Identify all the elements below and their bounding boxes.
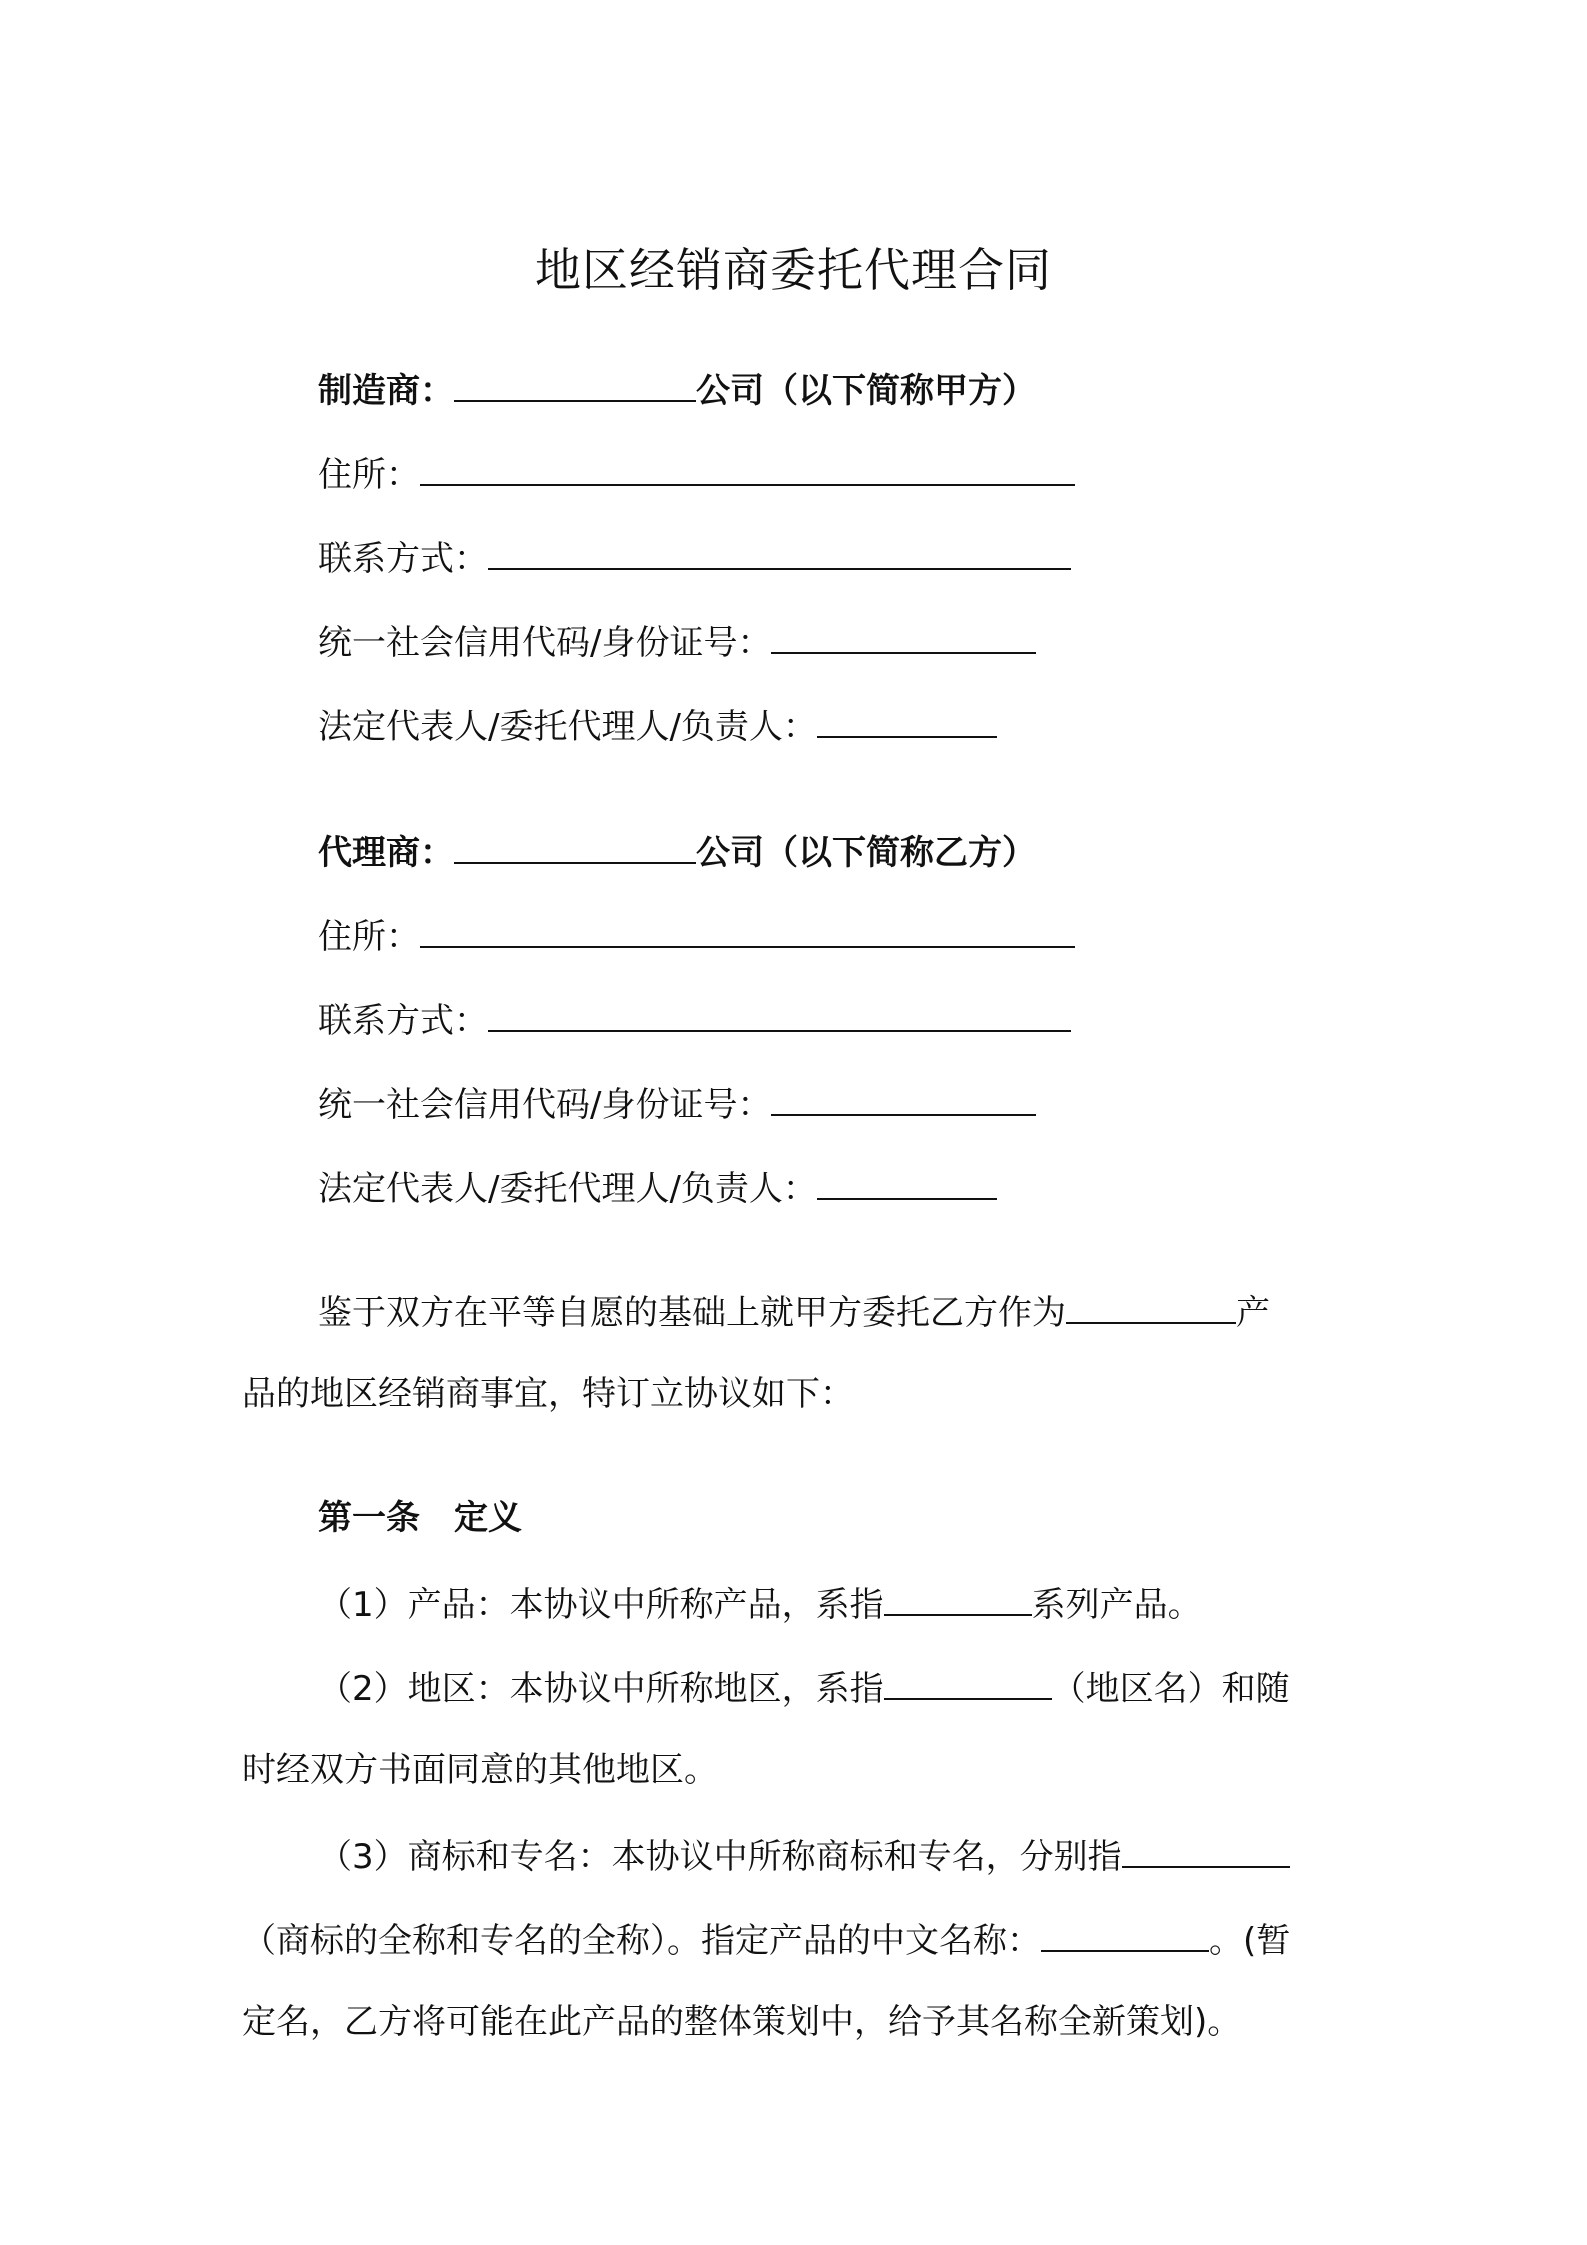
party-b-contact-line: [318, 994, 1071, 1045]
contract-title: 地区经销商委托代理合同: [535, 243, 1052, 297]
item-3-text-c: 。(暂: [1209, 1921, 1291, 1961]
party-b-rep-line: [318, 1162, 997, 1213]
party-a-contact-label: 联系方式：: [318, 539, 488, 579]
party-a-label: 制造商：: [318, 371, 454, 411]
party-b-line: [318, 826, 1036, 877]
preamble-line-1: [318, 1286, 1270, 1337]
article-1-item-3-cont: [242, 1914, 1290, 1965]
party-b-id-blank[interactable]: [771, 1078, 1036, 1116]
party-a-id-blank[interactable]: [771, 616, 1036, 654]
party-b-id-line: [318, 1078, 1036, 1129]
party-a-address-label: 住所：: [318, 455, 420, 495]
preamble-text-1b: 产: [1236, 1293, 1270, 1333]
party-b-address-blank[interactable]: [420, 910, 1075, 948]
party-b-id-label: 统一社会信用代码/身份证号：: [318, 1085, 772, 1125]
party-a-id-line: [318, 616, 1036, 667]
item-3-text-a: （3）商标和专名：本协议中所称商标和专名，分别指: [318, 1837, 1122, 1877]
party-a-address-line: [318, 448, 1075, 499]
party-a-name-blank[interactable]: [454, 364, 696, 402]
party-a-contact-line: [318, 532, 1071, 583]
item-3-text-b: （商标的全称和专名的全称）。指定产品的中文名称：: [242, 1921, 1041, 1961]
party-b-address-line: [318, 910, 1075, 961]
article-1-heading: 第一条 定义: [318, 1498, 522, 1538]
trademark-blank[interactable]: [1122, 1830, 1290, 1868]
party-b-rep-blank[interactable]: [817, 1162, 997, 1200]
item-1-text-b: 系列产品。: [1031, 1585, 1202, 1625]
party-a-id-label: 统一社会信用代码/身份证号：: [318, 623, 772, 663]
article-1-item-3-end: 定名，乙方将可能在此产品的整体策划中，给予其名称全新策划)。: [242, 2002, 1242, 2042]
party-b-contact-label: 联系方式：: [318, 1001, 488, 1041]
party-b-suffix: 公司（以下简称乙方）: [696, 833, 1036, 873]
party-b-address-label: 住所：: [318, 917, 420, 957]
party-b-contact-blank[interactable]: [488, 994, 1071, 1032]
party-a-rep-label: 法定代表人/委托代理人/负责人：: [318, 707, 817, 747]
product-blank[interactable]: [1066, 1286, 1236, 1324]
article-1-item-2-cont: 时经双方书面同意的其他地区。: [242, 1750, 718, 1790]
series-blank[interactable]: [884, 1578, 1032, 1616]
chinese-name-blank[interactable]: [1041, 1914, 1209, 1952]
item-2-text-a: （2）地区：本协议中所称地区，系指: [318, 1669, 884, 1709]
article-1-item-3: [318, 1830, 1290, 1881]
preamble-text-1a: 鉴于双方在平等自愿的基础上就甲方委托乙方作为: [318, 1293, 1066, 1333]
party-a-rep-line: [318, 700, 997, 751]
region-blank[interactable]: [884, 1662, 1052, 1700]
party-b-rep-label: 法定代表人/委托代理人/负责人：: [318, 1169, 817, 1209]
party-a-line: [318, 364, 1036, 415]
item-2-text-b: （地区名）和随: [1051, 1669, 1290, 1709]
party-a-rep-blank[interactable]: [817, 700, 997, 738]
party-a-address-blank[interactable]: [420, 448, 1075, 486]
party-b-label: 代理商：: [318, 833, 454, 873]
party-a-contact-blank[interactable]: [488, 532, 1071, 570]
article-1-item-1: [318, 1578, 1202, 1629]
party-a-suffix: 公司（以下简称甲方）: [696, 371, 1036, 411]
item-1-text-a: （1）产品：本协议中所称产品，系指: [318, 1585, 884, 1625]
preamble-line-2: 品的地区经销商事宜，特订立协议如下：: [242, 1374, 854, 1414]
article-1-item-2: [318, 1662, 1290, 1713]
party-b-name-blank[interactable]: [454, 826, 696, 864]
